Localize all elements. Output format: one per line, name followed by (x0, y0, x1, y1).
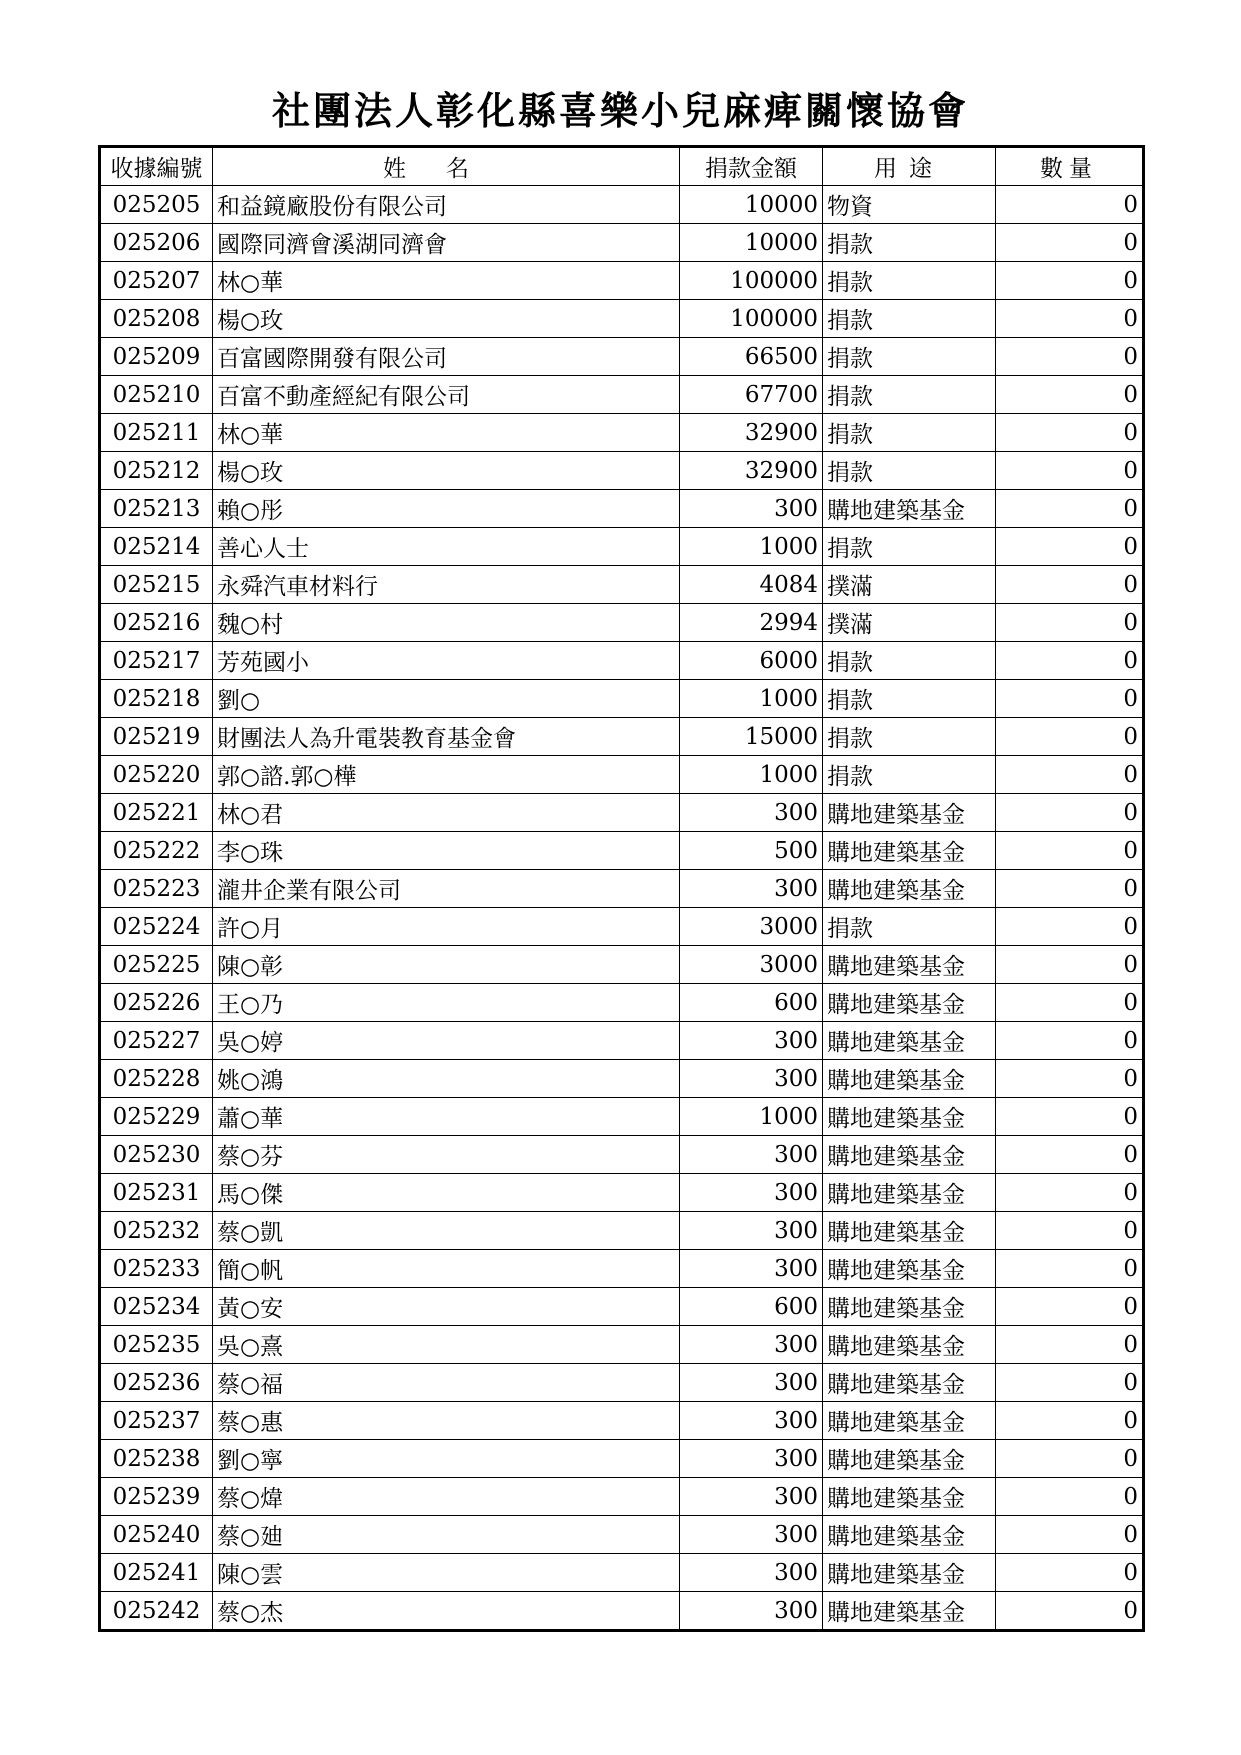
cell-donor-name: 李○珠 (213, 832, 680, 870)
cell-donor-name: 善心人士 (213, 528, 680, 566)
cell-quantity: 0 (996, 718, 1144, 756)
cell-quantity: 0 (996, 1060, 1144, 1098)
cell-donor-name: 百富不動產經紀有限公司 (213, 376, 680, 414)
cell-donor-name: 蔡○惠 (213, 1402, 680, 1440)
cell-receipt-no: 025242 (100, 1592, 213, 1631)
cell-receipt-no: 025216 (100, 604, 213, 642)
table-row (100, 794, 1144, 832)
cell-donor-name: 魏○村 (213, 604, 680, 642)
table-row (100, 1022, 1144, 1060)
cell-receipt-no: 025210 (100, 376, 213, 414)
cell-donor-name: 郭○諮.郭○樺 (213, 756, 680, 794)
cell-donor-name: 馬○傑 (213, 1174, 680, 1212)
cell-receipt-no: 025220 (100, 756, 213, 794)
header-quantity: 數量 (996, 147, 1144, 186)
cell-amount: 300 (680, 1440, 823, 1478)
cell-donor-name: 蔡○福 (213, 1364, 680, 1402)
cell-donor-name: 楊○玫 (213, 300, 680, 338)
cell-quantity: 0 (996, 1364, 1144, 1402)
cell-donor-name: 林○君 (213, 794, 680, 832)
cell-donor-name: 蔡○煒 (213, 1478, 680, 1516)
cell-quantity: 0 (996, 490, 1144, 528)
cell-receipt-no: 025205 (100, 186, 213, 224)
cell-amount: 300 (680, 1478, 823, 1516)
cell-amount: 10000 (680, 186, 823, 224)
table-body (100, 186, 1144, 1631)
table-row (100, 604, 1144, 642)
cell-purpose: 購地建築基金 (823, 1212, 996, 1250)
table-row (100, 262, 1144, 300)
cell-quantity: 0 (996, 870, 1144, 908)
table-row (100, 756, 1144, 794)
cell-donor-name: 賴○彤 (213, 490, 680, 528)
cell-purpose: 捐款 (823, 718, 996, 756)
cell-amount: 66500 (680, 338, 823, 376)
cell-purpose: 購地建築基金 (823, 1364, 996, 1402)
cell-amount: 300 (680, 1516, 823, 1554)
cell-amount: 300 (680, 794, 823, 832)
table-row (100, 832, 1144, 870)
cell-purpose: 購地建築基金 (823, 870, 996, 908)
cell-donor-name: 蔡○杰 (213, 1592, 680, 1631)
cell-quantity: 0 (996, 566, 1144, 604)
cell-purpose: 捐款 (823, 338, 996, 376)
cell-donor-name: 陳○彰 (213, 946, 680, 984)
cell-quantity: 0 (996, 1592, 1144, 1631)
cell-amount: 300 (680, 1022, 823, 1060)
table-row (100, 1174, 1144, 1212)
cell-amount: 1000 (680, 528, 823, 566)
table-row (100, 1212, 1144, 1250)
cell-receipt-no: 025230 (100, 1136, 213, 1174)
cell-donor-name: 和益鏡廠股份有限公司 (213, 186, 680, 224)
cell-donor-name: 芳苑國小 (213, 642, 680, 680)
cell-quantity: 0 (996, 414, 1144, 452)
cell-purpose: 捐款 (823, 224, 996, 262)
table-row (100, 566, 1144, 604)
cell-purpose: 購地建築基金 (823, 1136, 996, 1174)
table-row (100, 908, 1144, 946)
cell-receipt-no: 025219 (100, 718, 213, 756)
cell-quantity: 0 (996, 338, 1144, 376)
table-row (100, 1098, 1144, 1136)
cell-donor-name: 王○乃 (213, 984, 680, 1022)
cell-donor-name: 黃○安 (213, 1288, 680, 1326)
cell-amount: 100000 (680, 300, 823, 338)
table-row (100, 1554, 1144, 1592)
cell-purpose: 購地建築基金 (823, 1402, 996, 1440)
cell-receipt-no: 025209 (100, 338, 213, 376)
cell-amount: 4084 (680, 566, 823, 604)
cell-receipt-no: 025211 (100, 414, 213, 452)
cell-amount: 32900 (680, 414, 823, 452)
cell-quantity: 0 (996, 680, 1144, 718)
cell-quantity: 0 (996, 376, 1144, 414)
cell-donor-name: 蔡○廸 (213, 1516, 680, 1554)
cell-purpose: 購地建築基金 (823, 1440, 996, 1478)
cell-amount: 300 (680, 1174, 823, 1212)
cell-receipt-no: 025215 (100, 566, 213, 604)
cell-donor-name: 蔡○凱 (213, 1212, 680, 1250)
cell-quantity: 0 (996, 946, 1144, 984)
cell-purpose: 購地建築基金 (823, 832, 996, 870)
cell-purpose: 購地建築基金 (823, 1288, 996, 1326)
table-row (100, 528, 1144, 566)
cell-purpose: 購地建築基金 (823, 794, 996, 832)
cell-purpose: 捐款 (823, 680, 996, 718)
table-row (100, 718, 1144, 756)
cell-donor-name: 簡○帆 (213, 1250, 680, 1288)
header-receipt-no: 收據編號 (100, 147, 213, 186)
cell-quantity: 0 (996, 1174, 1144, 1212)
cell-purpose: 捐款 (823, 376, 996, 414)
cell-donor-name: 劉○寧 (213, 1440, 680, 1478)
cell-amount: 300 (680, 1326, 823, 1364)
cell-quantity: 0 (996, 832, 1144, 870)
cell-quantity: 0 (996, 186, 1144, 224)
cell-quantity: 0 (996, 794, 1144, 832)
header-purpose: 用途 (823, 147, 996, 186)
cell-amount: 600 (680, 984, 823, 1022)
cell-receipt-no: 025234 (100, 1288, 213, 1326)
table-row (100, 1516, 1144, 1554)
cell-quantity: 0 (996, 1250, 1144, 1288)
cell-quantity: 0 (996, 908, 1144, 946)
cell-amount: 300 (680, 1250, 823, 1288)
cell-donor-name: 財團法人為升電裝教育基金會 (213, 718, 680, 756)
cell-purpose: 購地建築基金 (823, 1060, 996, 1098)
cell-purpose: 購地建築基金 (823, 1250, 996, 1288)
cell-purpose: 捐款 (823, 528, 996, 566)
cell-amount: 300 (680, 1592, 823, 1631)
cell-receipt-no: 025228 (100, 1060, 213, 1098)
cell-quantity: 0 (996, 1136, 1144, 1174)
cell-purpose: 購地建築基金 (823, 1098, 996, 1136)
cell-amount: 32900 (680, 452, 823, 490)
cell-purpose: 捐款 (823, 756, 996, 794)
cell-receipt-no: 025221 (100, 794, 213, 832)
table-row (100, 946, 1144, 984)
table-row (100, 414, 1144, 452)
cell-purpose: 捐款 (823, 262, 996, 300)
cell-amount: 300 (680, 1136, 823, 1174)
cell-quantity: 0 (996, 300, 1144, 338)
table-row (100, 1364, 1144, 1402)
cell-amount: 6000 (680, 642, 823, 680)
cell-purpose: 購地建築基金 (823, 1326, 996, 1364)
cell-quantity: 0 (996, 1516, 1144, 1554)
table-row (100, 680, 1144, 718)
cell-receipt-no: 025224 (100, 908, 213, 946)
table-row (100, 1592, 1144, 1631)
cell-donor-name: 林○華 (213, 262, 680, 300)
cell-amount: 1000 (680, 756, 823, 794)
cell-quantity: 0 (996, 1212, 1144, 1250)
cell-quantity: 0 (996, 756, 1144, 794)
table-row (100, 1440, 1144, 1478)
table-row (100, 1326, 1144, 1364)
cell-amount: 15000 (680, 718, 823, 756)
cell-quantity: 0 (996, 1098, 1144, 1136)
cell-receipt-no: 025212 (100, 452, 213, 490)
cell-quantity: 0 (996, 604, 1144, 642)
cell-amount: 300 (680, 1554, 823, 1592)
cell-amount: 100000 (680, 262, 823, 300)
cell-receipt-no: 025236 (100, 1364, 213, 1402)
cell-amount: 500 (680, 832, 823, 870)
cell-quantity: 0 (996, 1554, 1144, 1592)
table-row (100, 1478, 1144, 1516)
table-row (100, 452, 1144, 490)
cell-purpose: 撲滿 (823, 604, 996, 642)
cell-amount: 67700 (680, 376, 823, 414)
cell-donor-name: 楊○玫 (213, 452, 680, 490)
page-title: 社團法人彰化縣喜樂小兒麻痺關懷協會 (271, 89, 969, 133)
cell-quantity: 0 (996, 262, 1144, 300)
table-row (100, 1288, 1144, 1326)
cell-amount: 1000 (680, 1098, 823, 1136)
cell-receipt-no: 025206 (100, 224, 213, 262)
cell-receipt-no: 025241 (100, 1554, 213, 1592)
cell-receipt-no: 025237 (100, 1402, 213, 1440)
cell-donor-name: 蔡○芬 (213, 1136, 680, 1174)
cell-donor-name: 吳○熹 (213, 1326, 680, 1364)
cell-purpose: 捐款 (823, 452, 996, 490)
cell-purpose: 購地建築基金 (823, 984, 996, 1022)
cell-purpose: 購地建築基金 (823, 1478, 996, 1516)
cell-amount: 600 (680, 1288, 823, 1326)
cell-quantity: 0 (996, 1440, 1144, 1478)
cell-donor-name: 林○華 (213, 414, 680, 452)
cell-purpose: 捐款 (823, 300, 996, 338)
cell-receipt-no: 025217 (100, 642, 213, 680)
cell-donor-name: 吳○婷 (213, 1022, 680, 1060)
cell-receipt-no: 025232 (100, 1212, 213, 1250)
cell-purpose: 物資 (823, 186, 996, 224)
cell-amount: 300 (680, 1060, 823, 1098)
cell-purpose: 捐款 (823, 908, 996, 946)
table-row (100, 376, 1144, 414)
cell-receipt-no: 025226 (100, 984, 213, 1022)
cell-purpose: 購地建築基金 (823, 1516, 996, 1554)
cell-receipt-no: 025208 (100, 300, 213, 338)
table-row (100, 338, 1144, 376)
header-name: 姓名 (213, 147, 680, 186)
table-row (100, 870, 1144, 908)
table-row (100, 1250, 1144, 1288)
cell-amount: 300 (680, 870, 823, 908)
cell-quantity: 0 (996, 1022, 1144, 1060)
cell-purpose: 購地建築基金 (823, 490, 996, 528)
cell-donor-name: 國際同濟會溪湖同濟會 (213, 224, 680, 262)
cell-receipt-no: 025225 (100, 946, 213, 984)
cell-donor-name: 劉○ (213, 680, 680, 718)
cell-quantity: 0 (996, 224, 1144, 262)
cell-receipt-no: 025235 (100, 1326, 213, 1364)
cell-purpose: 撲滿 (823, 566, 996, 604)
donation-table (98, 145, 1145, 1632)
cell-amount: 3000 (680, 946, 823, 984)
cell-donor-name: 陳○雲 (213, 1554, 680, 1592)
cell-amount: 10000 (680, 224, 823, 262)
cell-purpose: 購地建築基金 (823, 946, 996, 984)
cell-receipt-no: 025240 (100, 1516, 213, 1554)
cell-purpose: 購地建築基金 (823, 1554, 996, 1592)
cell-amount: 3000 (680, 908, 823, 946)
table-row (100, 984, 1144, 1022)
cell-donor-name: 許○月 (213, 908, 680, 946)
cell-amount: 300 (680, 490, 823, 528)
cell-donor-name: 姚○鴻 (213, 1060, 680, 1098)
table-row (100, 490, 1144, 528)
table-row (100, 642, 1144, 680)
cell-purpose: 購地建築基金 (823, 1592, 996, 1631)
cell-receipt-no: 025223 (100, 870, 213, 908)
cell-receipt-no: 025218 (100, 680, 213, 718)
cell-donor-name: 百富國際開發有限公司 (213, 338, 680, 376)
table-row (100, 300, 1144, 338)
cell-amount: 300 (680, 1364, 823, 1402)
table-header-row (100, 147, 1144, 186)
cell-quantity: 0 (996, 1326, 1144, 1364)
cell-purpose: 捐款 (823, 414, 996, 452)
table-row (100, 1402, 1144, 1440)
cell-quantity: 0 (996, 642, 1144, 680)
cell-receipt-no: 025239 (100, 1478, 213, 1516)
cell-receipt-no: 025233 (100, 1250, 213, 1288)
cell-donor-name: 瀧井企業有限公司 (213, 870, 680, 908)
cell-receipt-no: 025214 (100, 528, 213, 566)
cell-quantity: 0 (996, 1402, 1144, 1440)
cell-amount: 300 (680, 1212, 823, 1250)
cell-donor-name: 永舜汽車材料行 (213, 566, 680, 604)
cell-purpose: 購地建築基金 (823, 1022, 996, 1060)
cell-quantity: 0 (996, 452, 1144, 490)
cell-receipt-no: 025207 (100, 262, 213, 300)
table-row (100, 1060, 1144, 1098)
cell-amount: 2994 (680, 604, 823, 642)
cell-quantity: 0 (996, 1288, 1144, 1326)
table-row (100, 1136, 1144, 1174)
table-row (100, 224, 1144, 262)
cell-amount: 1000 (680, 680, 823, 718)
header-amount: 捐款金額 (680, 147, 823, 186)
cell-purpose: 捐款 (823, 642, 996, 680)
cell-purpose: 購地建築基金 (823, 1174, 996, 1212)
cell-donor-name: 蕭○華 (213, 1098, 680, 1136)
cell-quantity: 0 (996, 1478, 1144, 1516)
cell-receipt-no: 025229 (100, 1098, 213, 1136)
cell-receipt-no: 025227 (100, 1022, 213, 1060)
cell-quantity: 0 (996, 984, 1144, 1022)
cell-receipt-no: 025231 (100, 1174, 213, 1212)
cell-receipt-no: 025222 (100, 832, 213, 870)
cell-amount: 300 (680, 1402, 823, 1440)
cell-receipt-no: 025213 (100, 490, 213, 528)
table-row (100, 186, 1144, 224)
cell-receipt-no: 025238 (100, 1440, 213, 1478)
cell-quantity: 0 (996, 528, 1144, 566)
